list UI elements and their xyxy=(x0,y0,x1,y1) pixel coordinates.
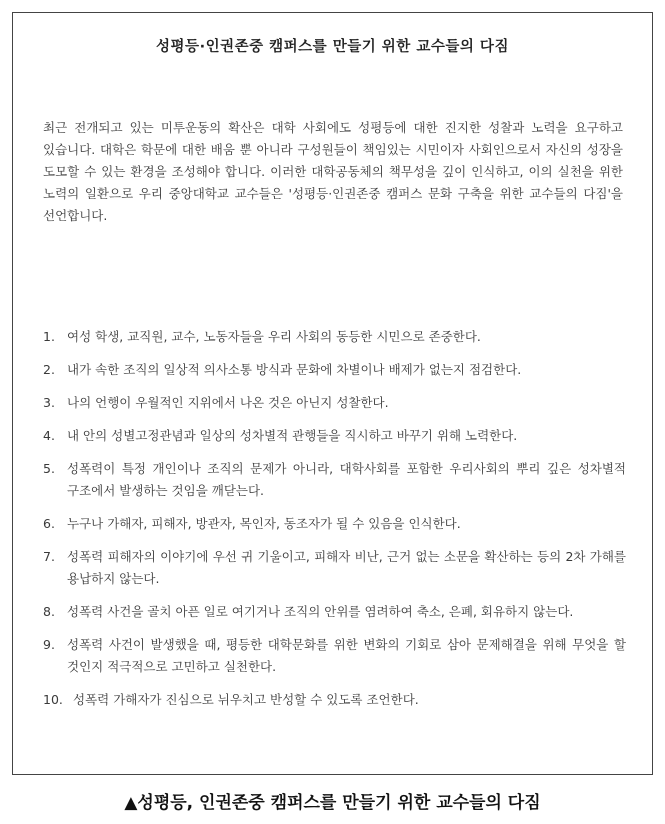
document-title: 성평등·인권존중 캠퍼스를 만들기 위한 교수들의 다짐 xyxy=(156,39,509,55)
pledge-number: 2. xyxy=(43,362,55,377)
pledge-number: 6. xyxy=(43,516,55,531)
pledge-text: 내가 속한 조직의 일상적 의사소통 방식과 문화에 차별이나 배제가 없는지 점검한다. xyxy=(67,362,522,377)
pledge-number: 1. xyxy=(43,329,55,344)
pledge-list xyxy=(43,326,626,722)
pledge-text: 누구나 가해자, 피해자, 방관자, 목인자, 동조자가 될 수 있음을 인식한다. xyxy=(67,516,461,531)
pledge-item-2 xyxy=(43,359,626,381)
pledge-number: 3. xyxy=(43,395,55,410)
pledge-text: 성폭력 피해자의 이야기에 우선 귀 기울이고, 피해자 비난, 근거 없는 소문을 확산하는 등의 2차 가해를 용납하지 않는다. xyxy=(67,549,626,586)
pledge-item-10 xyxy=(43,689,626,711)
pledge-text: 여성 학생, 교직원, 교수, 노동자들을 우리 사회의 동등한 시민으로 존중한다. xyxy=(67,329,481,344)
pledge-item-1 xyxy=(43,326,626,348)
pledge-number: 9. xyxy=(43,637,55,652)
pledge-item-9 xyxy=(43,634,626,678)
pledge-text: 성폭력 가해자가 진심으로 뉘우치고 반성할 수 있도록 조언한다. xyxy=(73,692,419,707)
pledge-text: 성폭력이 특정 개인이나 조직의 문제가 아니라, 대학사회를 포함한 우리사회의 뿌리 깊은 성차별적 구조에서 발생하는 것임을 깨닫는다. xyxy=(67,461,626,498)
intro-paragraph: 최근 전개되고 있는 미투운동의 확산은 대학 사회에도 성평등에 대한 진지한 성찰과 노력을 요구하고 있습니다. 대학은 학문에 대한 배움 뿐 아니라 구성원들이 책임있는 시민이자 사회인으로서 자신의 성장을 도모할 수 있는 환경을 조성해야 합니다. 이러한 대학공동체의 책무성을 깊이 인식하고, 이의 실천을 위한 노력의 일환으로 우리 중앙대학교 교수들은 '성평등·인권존중 캠퍼스 문화 구축을 위한 교수들의 다짐'을 선언합니다. xyxy=(43,120,623,223)
pledge-number: 8. xyxy=(43,604,55,619)
pledge-text: 나의 언행이 우월적인 지위에서 나온 것은 아닌지 성찰한다. xyxy=(67,395,389,410)
pledge-number: 5. xyxy=(43,461,55,476)
pledge-text: 내 안의 성별고정관념과 일상의 성차별적 관행들을 직시하고 바꾸기 위해 노력한다. xyxy=(67,428,518,443)
image-caption: ▲성평등, 인권존중 캠퍼스를 만들기 위한 교수들의 다짐 xyxy=(124,793,541,813)
pledge-item-3 xyxy=(43,392,626,414)
pledge-item-8 xyxy=(43,601,626,623)
pledge-number: 7. xyxy=(43,549,55,564)
pledge-item-5 xyxy=(43,458,626,502)
pledge-item-4 xyxy=(43,425,626,447)
pledge-text: 성폭력 사건을 골치 아픈 일로 여기거나 조직의 안위를 염려하여 축소, 은폐, 회유하지 않는다. xyxy=(67,604,574,619)
pledge-item-6 xyxy=(43,513,626,535)
pledge-number: 4. xyxy=(43,428,55,443)
pledge-document xyxy=(12,12,653,775)
pledge-item-7 xyxy=(43,546,626,590)
pledge-number: 10. xyxy=(43,692,63,707)
pledge-text: 성폭력 사건이 발생했을 때, 평등한 대학문화를 위한 변화의 기회로 삼아 문제해결을 위해 무엇을 할 것인지 적극적으로 고민하고 실천한다. xyxy=(67,637,626,674)
